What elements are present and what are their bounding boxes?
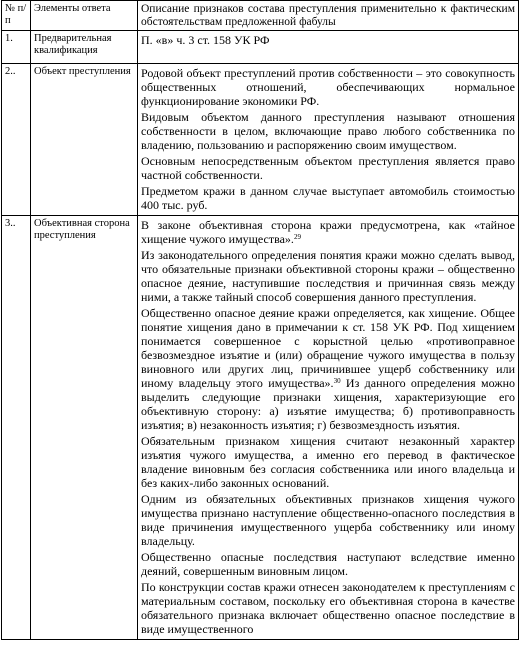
paragraph: Из законодательного определения понятия кражи можно сделать вывод, что обязательные признаки объективной стороны кражи – общественно опасное деяние, наступившие последствия и причинная связь между ними, а также тайный способ совершения данного преступления.: [141, 248, 515, 304]
row-number: 3..: [2, 216, 31, 640]
table-row: [2, 64, 519, 216]
row-description: [138, 64, 519, 216]
paragraph: Предметом кражи в данном случае выступает автомобиль стоимостью 400 тыс. руб.: [141, 184, 515, 212]
paragraph: Основным непосредственным объектом преступления является право частной собственности.: [141, 154, 515, 182]
paragraph: По конструкции состав кражи отнесен законодателем к преступлениям с материальным составом, поскольку его объективная сторона в качестве обязательного признака включает общественно опасное последствие в виде имущественного: [141, 580, 515, 636]
paragraph: Родовой объект преступлений против собственности – это совокупность общественных отношений, обеспечивающих нормальное функционирование экономики РФ.: [141, 66, 515, 108]
paragraph: П. «в» ч. 3 ст. 158 УК РФ: [141, 33, 270, 47]
header-elements: Элементы ответа: [31, 1, 138, 31]
paragraph: [141, 218, 515, 246]
table-header-row: [2, 1, 519, 31]
paragraph-text: Общественно опасное деяние кражи определяется, как хищение. Общее понятие хищения дано в примечании к ст. 158 УК РФ. Под хищением понимается совершенное с корыстной целью «противоправное безвозмездное изъятие и (или) обращение чужого имущества в пользу виновного или других лиц, причинившее ущерб собственнику или иному владельцу этого имущества».: [141, 306, 515, 390]
row-element: Объект преступления: [31, 64, 138, 216]
row-number: 2..: [2, 64, 31, 216]
footnote-ref: 30: [333, 377, 341, 385]
header-number: № п/п: [2, 1, 31, 31]
row-description: [138, 216, 519, 640]
row-element: Объективная сторона преступления: [31, 216, 138, 640]
row-element: Предварительная квалификация: [31, 31, 138, 64]
paragraph-text: В законе объективная сторона кражи предусмотрена, как «тайное хищение чужого имущества».: [141, 218, 515, 246]
paragraph: [141, 306, 515, 432]
footnote-ref: 29: [293, 233, 301, 241]
row-number: 1.: [2, 31, 31, 64]
qualification-table: [1, 0, 519, 640]
paragraph: Видовым объектом данного преступления называют отношения собственности в целом, включающие право любого собственника по владению, пользованию и распоряжению своим имуществом.: [141, 110, 515, 152]
row-description: [138, 31, 519, 64]
table-row: [2, 216, 519, 640]
paragraph: Одним из обязательных объективных признаков хищения чужого имущества признано наступление общественно-опасного последствия в виде причинения имущественного ущерба собственнику или иному владельцу.: [141, 492, 515, 548]
paragraph-text-continued: Из данного определения можно выделить следующие признаки хищения, характеризующие его объективную сторону: а) изъятие имущества; б) противоправность изъятия; в) незаконность изъятия; г) безвозмездность изъятия.: [141, 376, 515, 432]
paragraph: Обязательным признаком хищения считают незаконный характер изъятия чужого имущества, а именно его перевод в фактическое владение виновным без согласия собственника или иного владельца и без каких-либо законных оснований.: [141, 434, 515, 490]
table-row: [2, 31, 519, 64]
header-description: Описание признаков состава преступления применительно к фактическим обстоятельствам предложенной фабулы: [138, 1, 519, 31]
paragraph: Общественно опасные последствия наступают вследствие именно деяний, совершенным виновным лицом.: [141, 550, 515, 578]
